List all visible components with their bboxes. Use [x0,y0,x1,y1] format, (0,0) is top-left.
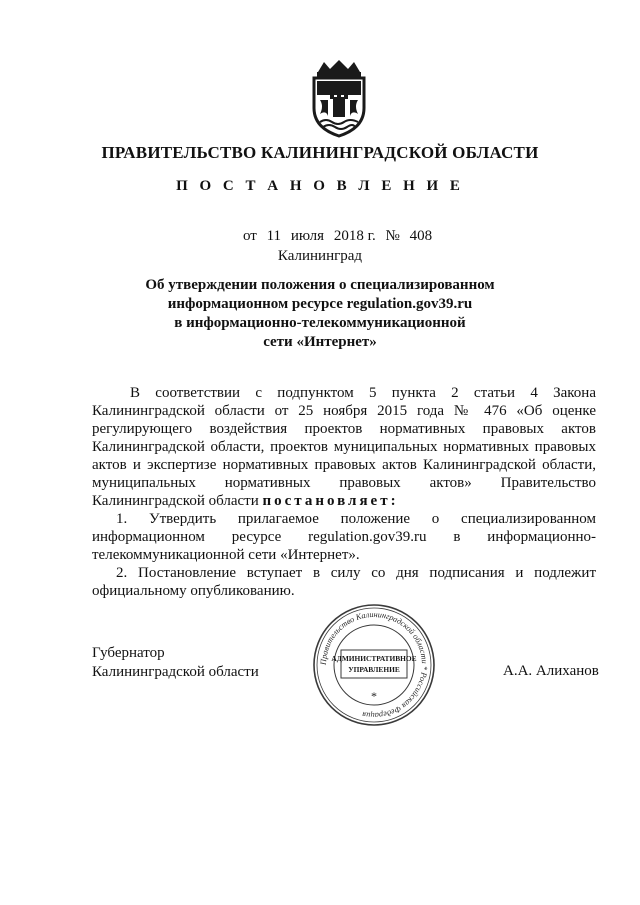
official-seal-stamp [311,602,437,728]
document-number: 408 [409,228,433,244]
body-line: 2. Постановление вступает в силу со дня подписания и подлежит [116,565,596,581]
seal-center-line: УПРАВЛЕНИЕ [348,665,400,674]
decree-keyword: постановляет: [262,493,399,509]
body-line: телекоммуникационной сети «Интернет». [92,547,360,563]
date-month: июля [290,228,325,244]
subject-line: в информационно-телекоммуникационной [174,315,466,331]
body-line: Калининградской области, проектов муниципальных нормативных правовых [92,439,596,455]
date-number-line [243,228,438,245]
signer-position-line: Калининградской области [92,664,259,680]
body-line: регулирующего воздействия проектов нормативных правовых актов [92,421,596,437]
city-name: Калининград [277,248,363,264]
signer-name: А.А. Алиханов [503,663,599,679]
body-line: официальному опубликованию. [92,583,295,599]
body-line: В соответствии с подпунктом 5 пункта 2 статьи 4 Закона [130,385,596,401]
signer-position [92,644,259,682]
date-year: 2018 г. [333,228,376,244]
subject-line: сети «Интернет» [263,334,377,350]
subject-line: информационном ресурсе regulation.gov39.ru [167,296,473,312]
date-day: 11 [266,228,282,244]
subject-line: Об утверждении положения о специализированном [145,277,495,293]
number-sign: № [385,228,400,244]
signer-position-line: Губернатор [92,645,165,661]
body-line: 1. Утвердить прилагаемое положение о специализированном [116,511,596,527]
body-line [92,492,596,510]
body-line: актов и экспертизе нормативных правовых актов Калининградской области, [92,457,596,473]
document-subject [0,276,640,352]
body-line-text: Калининградской области [92,493,259,509]
body-line: Калининградской области от 25 ноября 2015 года № 476 «Об оценке [92,403,596,419]
seal-star: * [371,689,377,703]
seal-center-line: АДМИНИСТРАТИВНОЕ [331,654,417,663]
document-body [92,384,596,600]
body-line: муниципальных нормативных правовых актов» Правительство [92,475,596,491]
seal-ring-text: Правительство Калининградской области * Российская Федерация [318,609,430,721]
government-title: ПРАВИТЕЛЬСТВО КАЛИНИНГРАДСКОЙ ОБЛАСТИ [101,143,539,162]
document-type-heading: П О С Т А Н О В Л Е Н И Е [176,178,464,194]
coat-of-arms-emblem [304,58,374,138]
date-prefix: от [243,228,257,244]
body-line: информационном ресурсе regulation.gov39.ru в информационно- [92,529,596,545]
